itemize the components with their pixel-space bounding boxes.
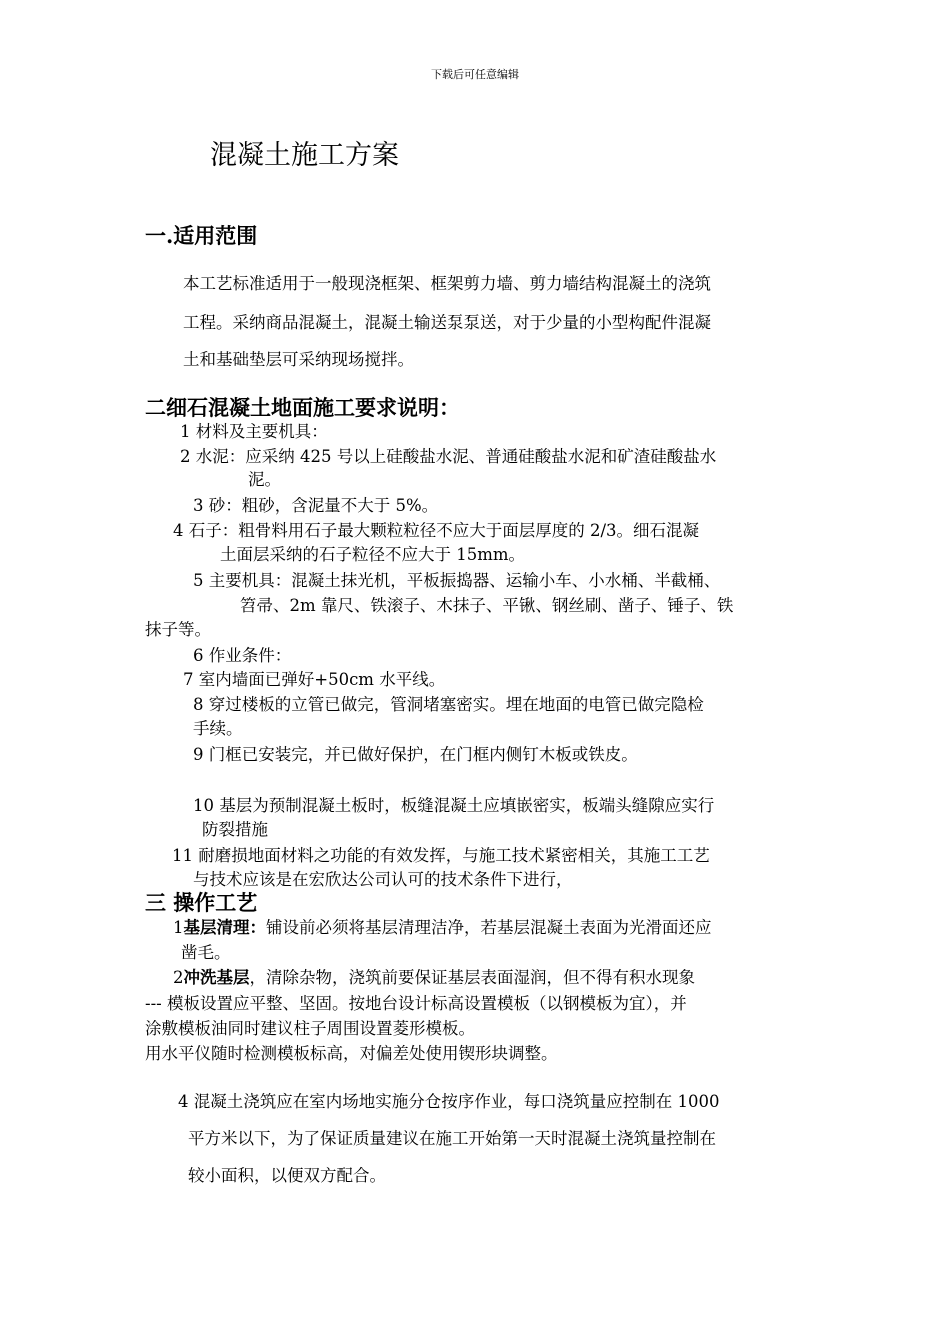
item-bold-label: 基层清理： (183, 918, 266, 937)
item-text: 铺设前必须将基层清理洁净，若基层混凝土表面为光滑面还应 (266, 918, 712, 937)
list-item-continuation: 土面层采纳的石子粒径不应大于 15mm。 (220, 545, 526, 564)
item-bold-label: 冲洗基层 (183, 968, 250, 987)
item-number: 2 (173, 968, 184, 987)
list-item: 6 作业条件： (193, 646, 292, 665)
paragraph-line: 本工艺标准适用于一般现浇框架、框架剪力墙、剪力墙结构混凝土的浇筑 (183, 274, 711, 293)
list-item: 9 门框已安装完，并已做好保护，在门框内侧钉木板或铁皮。 (193, 745, 638, 764)
paragraph-line: 用水平仪随时检测模板标高，对偏差处使用锲形块调整。 (145, 1044, 558, 1063)
list-item: 5 主要机具：混凝土抹光机，平板振捣器、运输小车、小水桶、半截桶、 (193, 571, 721, 590)
list-item-continuation: 笤帚、2m 靠尺、铁滚子、木抹子、平锹、钢丝刷、凿子、锤子、铁 (240, 596, 734, 615)
list-item: 3 砂：粗砂，含泥量不大于 5%。 (193, 496, 439, 515)
paragraph-line: 土和基础垫层可采纳现场搅拌。 (183, 350, 414, 369)
list-item: 4 混凝土浇筑应在室内场地实施分仓按序作业，每口浇筑量应控制在 1000 (178, 1092, 720, 1111)
list-item: 1 材料及主要机具： (180, 422, 328, 441)
list-item: 8 穿过楼板的立管已做完，管洞堵塞密实。埋在地面的电管已做完隐检 (193, 695, 704, 714)
list-item: 11 耐磨损地面材料之功能的有效发挥，与施工技术紧密相关，其施工工艺 (172, 846, 710, 865)
page-header: 下载后可任意编辑 (431, 68, 519, 81)
list-item-continuation: 抹子等。 (145, 620, 211, 639)
list-item (173, 964, 695, 988)
item-number: 1 (173, 918, 184, 937)
section-1-heading: 一.适用范围 (145, 223, 258, 248)
list-item: 4 石子：粗骨料用石子最大颗粒粒径不应大于面层厚度的 2/3。细石混凝 (173, 521, 700, 540)
paragraph-line: --- 模板设置应平整、坚固。按地台设计标高设置模板（以钢模板为宜），并 (145, 994, 687, 1013)
paragraph-line: 涂敷模板油同时建议柱子周围设置菱形模板。 (145, 1019, 475, 1038)
list-item-continuation: 泥。 (248, 470, 281, 489)
list-item-continuation: 与技术应该是在宏欣达公司认可的技术条件下进行， (193, 870, 573, 889)
list-item-continuation: 较小面积，以便双方配合。 (188, 1166, 386, 1185)
list-item-continuation: 防裂措施 (202, 820, 268, 839)
list-item-continuation: 手续。 (193, 719, 243, 738)
item-text: ，清除杂物，浇筑前要保证基层表面湿润，但不得有积水现象 (249, 968, 695, 987)
list-item (173, 914, 712, 938)
list-item: 2 水泥：应采纳 425 号以上硅酸盐水泥、普通硅酸盐水泥和矿渣硅酸盐水 (180, 447, 717, 466)
list-item: 10 基层为预制混凝土板时，板缝混凝土应填嵌密实，板端头缝隙应实行 (193, 796, 715, 815)
list-item-continuation: 凿毛。 (181, 943, 231, 962)
list-item: 7 室内墙面已弹好+50cm 水平线。 (183, 670, 446, 689)
paragraph-line: 工程。采纳商品混凝土，混凝土输送泵泵送，对于少量的小型构配件混凝 (183, 313, 711, 332)
list-item-continuation: 平方米以下，为了保证质量建议在施工开始第一天时混凝土浇筑量控制在 (188, 1129, 716, 1148)
document-title: 混凝土施工方案 (210, 140, 399, 171)
section-2-heading: 二细石混凝土地面施工要求说明： (145, 395, 460, 420)
section-3-heading: 三 操作工艺 (145, 890, 258, 915)
